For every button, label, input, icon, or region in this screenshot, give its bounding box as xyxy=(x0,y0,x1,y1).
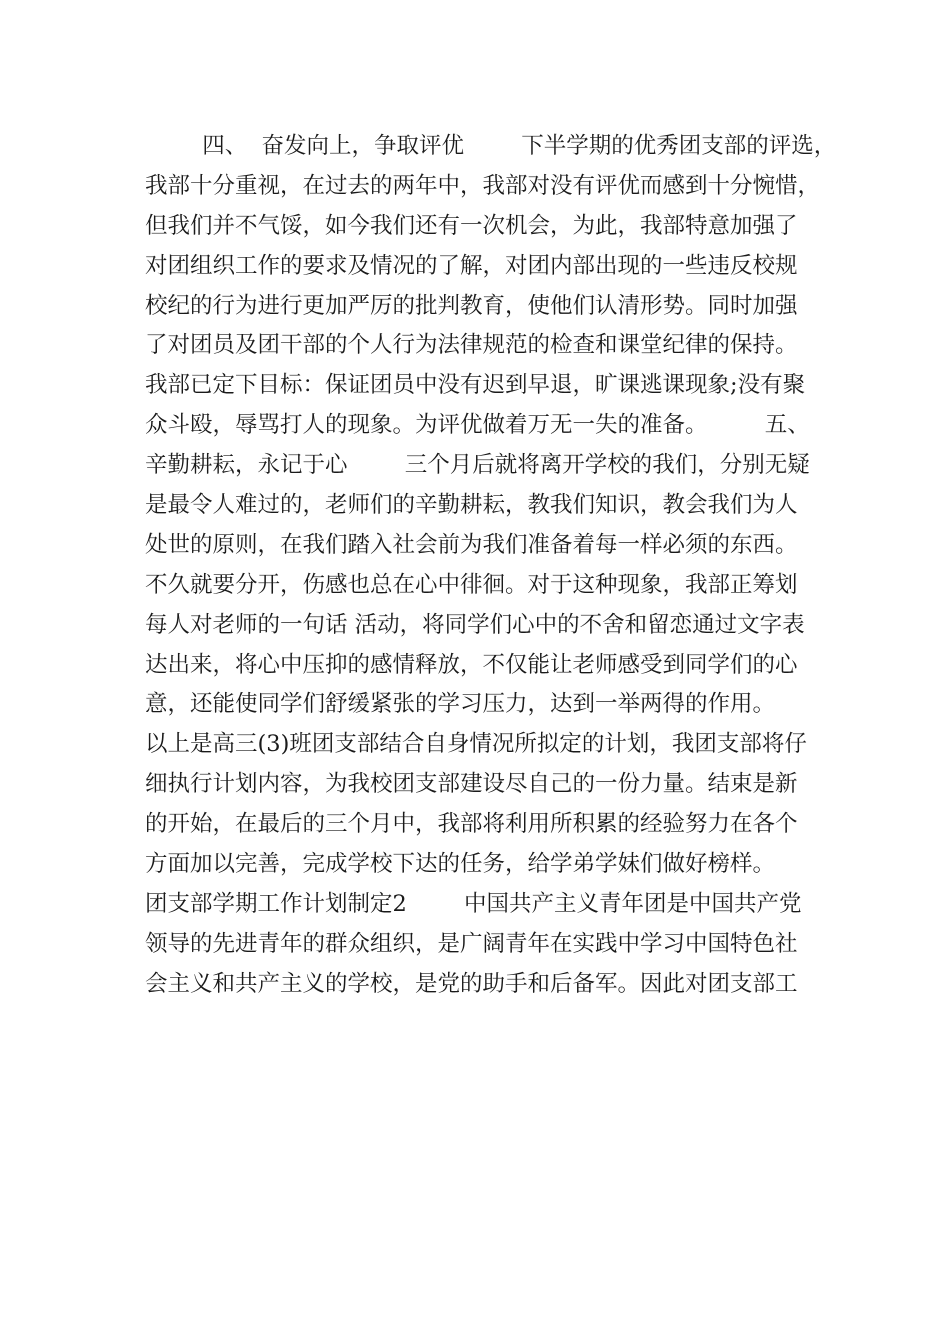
text-line: 方面加以完善，完成学校下达的任务，给学弟学妹们做好榜样。 xyxy=(145,851,776,878)
text-line: 每人对老师的一句话 活动，将同学们心中的不舍和留恋通过文字表 xyxy=(145,611,805,638)
text-line: 但我们并不气馁，如今我们还有一次机会，为此，我部特意加强了 xyxy=(145,212,798,239)
text-line: 会主义和共产主义的学校，是党的助手和后备军。因此对团支部工 xyxy=(145,970,798,997)
text-line: 是最令人难过的，老师们的辛勤耕耘，教我们知识，教会我们为人 xyxy=(145,492,798,519)
text-line: 达出来，将心中压抑的感情释放，不仅能让老师感受到同学们的心 xyxy=(145,651,798,678)
text-line: 团支部学期工作计划制定2 中国共产主义青年团是中国共产党 xyxy=(145,890,802,917)
text-line: 我部已定下目标：保证团员中没有迟到早退，旷课逃课现象;没有聚 xyxy=(145,372,806,399)
body-text xyxy=(145,127,837,1005)
text-line: 细执行计划内容，为我校团支部建设尽自己的一份力量。结束是新 xyxy=(145,771,798,798)
text-line: 以上是高三(3)班团支部结合自身情况所拟定的计划，我团支部将仔 xyxy=(145,731,807,758)
text-line: 辛勤耕耘，永记于心 三个月后就将离开学校的我们，分别无疑 xyxy=(145,452,810,479)
text-line: 对团组织工作的要求及情况的了解，对团内部出现的一些违反校规 xyxy=(145,252,798,279)
text-line: 处世的原则，在我们踏入社会前为我们准备着每一样必须的东西。 xyxy=(145,531,798,558)
text-line: 意，还能使同学们舒缓紧张的学习压力，达到一举两得的作用。 xyxy=(145,691,776,718)
text-line: 四、 奋发向上，争取评优 下半学期的优秀团支部的评选， xyxy=(145,133,837,159)
text-line: 校纪的行为进行更加严厉的批判教育，使他们认清形势。同时加强 xyxy=(145,292,798,319)
text-line: 的开始，在最后的三个月中，我部将利用所积累的经验努力在各个 xyxy=(145,811,798,838)
text-line: 领导的先进青年的群众组织，是广阔青年在实践中学习中国特色社 xyxy=(145,930,798,957)
text-line: 不久就要分开，伤感也总在心中徘徊。对于这种现象，我部正筹划 xyxy=(145,571,798,598)
text-line: 众斗殴，辱骂打人的现象。为评优做着万无一失的准备。 五、 xyxy=(145,412,810,439)
text-line: 了对团员及团干部的个人行为法律规范的检查和课堂纪律的保持。 xyxy=(145,332,798,359)
text-line: 我部十分重视，在过去的两年中，我部对没有评优而感到十分惋惜， xyxy=(145,172,821,199)
